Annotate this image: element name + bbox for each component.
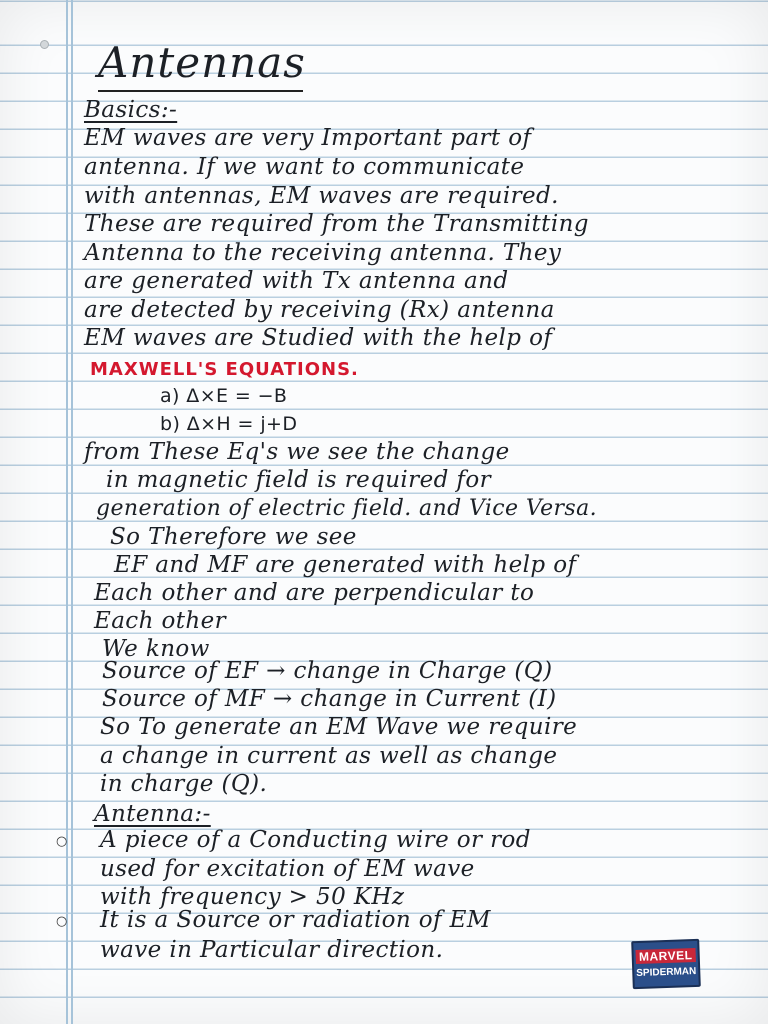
explanation-line: in charge (Q). [100,771,268,797]
explanation-line: Each other [94,608,227,634]
spiderman-logo [631,939,701,989]
explanation-line: a change in current as well as change [100,743,558,769]
explanation-line: So To generate an EM Wave we require [100,714,578,740]
explanation-line: Each other and are perpendicular to [94,580,535,606]
section-heading-basics: Basics:- [84,97,178,123]
margin-line-inner [71,0,73,1024]
logo-brand: MARVEL [636,947,696,963]
basics-line: are detected by receiving (Rx) antenna [84,297,555,323]
antenna-bullet-line: wave in Particular direction. [100,937,444,963]
explanation-line: So Therefore we see [110,524,357,550]
explanation-line: We know [102,636,210,662]
explanation-line: Source of MF → change in Current (I) [102,686,557,712]
bullet-dot: ○ [56,914,68,929]
explanation-line: Source of EF → change in Charge (Q) [102,658,553,684]
basics-line: Antenna to the receiving antenna. They [84,240,562,266]
basics-line: EM waves are Studied with the help of [84,325,553,351]
basics-line: EM waves are very Important part of [84,125,532,151]
basics-line: with antennas, EM waves are required. [84,183,559,209]
explanation-line: from These Eq's we see the change [84,439,510,465]
logo-name: SPIDERMAN [636,965,697,979]
antenna-bullet-line: A piece of a Conducting wire or rod [100,827,531,853]
margin-line [66,0,68,1024]
title-underline [98,90,303,92]
explanation-line: EF and MF are generated with help of [114,552,577,578]
antenna-bullet-line: It is a Source or radiation of EM [100,907,491,933]
binder-hole [40,40,49,49]
basics-line: These are required from the Transmitting [84,211,589,237]
bullet-dot: ○ [56,834,68,849]
explanation-line: generation of electric field. and Vice Versa. [96,496,598,521]
basics-line: are generated with Tx antenna and [84,268,509,294]
section-heading-antenna: Antenna:- [94,801,211,827]
explanation-line: in magnetic field is required for [106,467,491,493]
antenna-bullet-line: with frequency > 50 KHz [100,884,405,910]
equation-a: a) Δ×E = −B [160,385,288,407]
maxwell-heading: MAXWELL'S EQUATIONS. [90,359,359,380]
equation-b: b) Δ×H = j+D [160,413,298,435]
page-title: Antennas [98,38,306,87]
antenna-bullet-line: used for excitation of EM wave [100,856,475,882]
basics-line: antenna. If we want to communicate [84,154,525,180]
